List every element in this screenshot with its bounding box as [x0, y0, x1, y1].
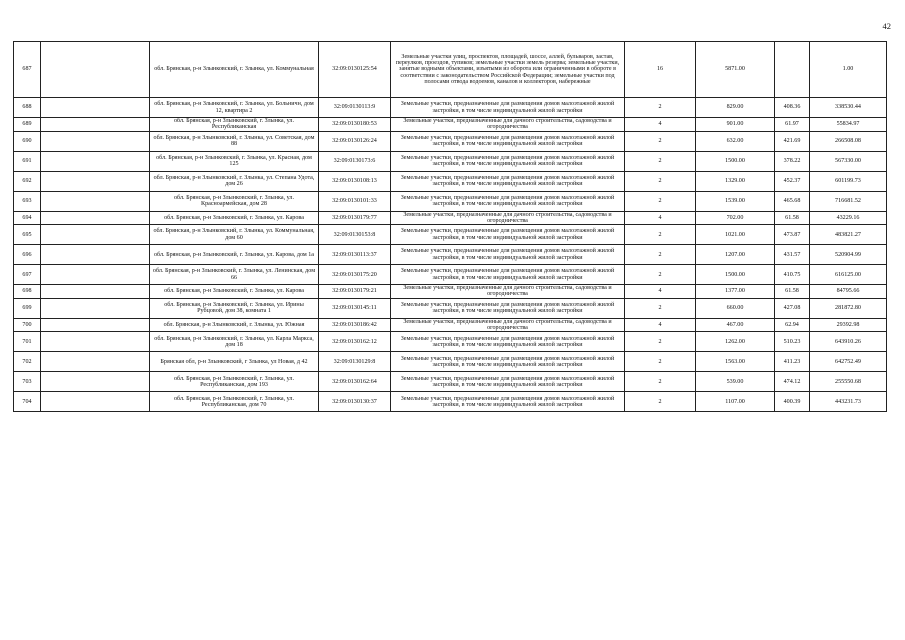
cell-address: обл. Брянская, р-н Злынковский, г. Злынка, ул. Красная, дом 125 [150, 151, 319, 171]
cell-address: обл. Брянская, р-н Злынковский, г. Злынка, ул. Республиканская [150, 118, 319, 132]
table-row [14, 151, 887, 171]
cell-address: обл. Брянская, р-н Злынковский, г. Злынка, ул. Красноармейская, дом 28 [150, 191, 319, 211]
cell-no: 689 [14, 118, 41, 132]
cell-area: 1377.00 [696, 285, 775, 299]
cell-land-type: Земельные участки, предназначенные для дачного строительства, садоводства и огородничества [391, 118, 625, 132]
cell-cadastral: 32:09:0130108:13 [319, 171, 391, 191]
cell-land-type: Земельные участки, предназначенные для размещения домов малоэтажной жилой застройки, в том числе индивидуальной жилой застройки [391, 98, 625, 118]
cell-cadastral: 32:09:0130180:53 [319, 118, 391, 132]
cell-value: 616125.00 [810, 265, 887, 285]
cell-empty [41, 392, 150, 412]
cell-value: 55834.97 [810, 118, 887, 132]
cell-empty [41, 131, 150, 151]
cell-specific: 473.87 [775, 225, 810, 245]
cell-cadastral: 32:09:0130113:9 [319, 98, 391, 118]
cell-area: 660.00 [696, 298, 775, 318]
table-row [14, 118, 887, 132]
cell-area: 901.00 [696, 118, 775, 132]
cell-specific: 400.39 [775, 392, 810, 412]
cell-empty [41, 42, 150, 98]
cell-group: 4 [625, 318, 696, 332]
cell-address: обл. Брянская, р-н Злынковский, г. Злынка, ул. Карова [150, 211, 319, 225]
cell-land-type: Земельные участки, предназначенные для размещения домов малоэтажной жилой застройки, в том числе индивидуальной жилой застройки [391, 372, 625, 392]
cell-land-type: Земельные участки, предназначенные для размещения домов малоэтажной жилой застройки, в том числе индивидуальной жилой застройки [391, 131, 625, 151]
cell-cadastral: 32:09:0130162:64 [319, 372, 391, 392]
table-row [14, 42, 887, 98]
table-row [14, 131, 887, 151]
cell-cadastral: 32:09:0130175:20 [319, 265, 391, 285]
cell-no: 696 [14, 245, 41, 265]
cell-cadastral: 32:09:0130186:42 [319, 318, 391, 332]
cell-land-type: Земельные участки, предназначенные для размещения домов малоэтажной жилой застройки, в том числе индивидуальной жилой застройки [391, 332, 625, 352]
cell-address: обл. Брянская, р-н Злынковский, г. Злынка, ул. Советская, дом 88 [150, 131, 319, 151]
cell-value: 716681.52 [810, 191, 887, 211]
cell-area: 1207.00 [696, 245, 775, 265]
cell-specific: 408.36 [775, 98, 810, 118]
cell-area: 467.00 [696, 318, 775, 332]
page-number: 42 [882, 21, 891, 31]
cell-area: 1021.00 [696, 225, 775, 245]
cell-empty [41, 171, 150, 191]
table-row [14, 372, 887, 392]
table-row [14, 245, 887, 265]
cell-address: обл. Брянская, р-н Злынковский, г. Злынка, ул. Карова [150, 285, 319, 299]
cell-group: 4 [625, 211, 696, 225]
cell-specific: 61.58 [775, 285, 810, 299]
cell-group: 16 [625, 42, 696, 98]
cell-cadastral: 32:09:0130179:77 [319, 211, 391, 225]
cell-value: 443231.73 [810, 392, 887, 412]
cell-empty [41, 118, 150, 132]
cell-empty [41, 98, 150, 118]
cell-specific [775, 42, 810, 98]
cell-value: 567330.00 [810, 151, 887, 171]
table-row [14, 98, 887, 118]
cell-cadastral: 32:09:0130113:37 [319, 245, 391, 265]
cell-land-type: Земельные участки, предназначенные для размещения домов малоэтажной жилой застройки, в том числе индивидуальной жилой застройки [391, 265, 625, 285]
cell-specific: 427.08 [775, 298, 810, 318]
cell-cadastral: 32:09:0130153:8 [319, 225, 391, 245]
cell-cadastral: 32:09:0130130:37 [319, 392, 391, 412]
cell-specific: 61.58 [775, 211, 810, 225]
cell-area: 1563.00 [696, 352, 775, 372]
cell-land-type: Земельные участки, предназначенные для размещения домов малоэтажной жилой застройки, в том числе индивидуальной жилой застройки [391, 245, 625, 265]
cell-no: 704 [14, 392, 41, 412]
cell-address: обл. Брянская, р-н Злынковский, г. Злынка, ул. Южная [150, 318, 319, 332]
cell-value: 1.00 [810, 42, 887, 98]
cell-address: обл. Брянская, р-н Злынковский, г. Злынка, ул. Карова, дом 1а [150, 245, 319, 265]
cell-cadastral: 32:09:0130101:33 [319, 191, 391, 211]
cell-specific: 465.68 [775, 191, 810, 211]
cell-land-type: Земельные участки, предназначенные для размещения домов малоэтажной жилой застройки, в том числе индивидуальной жилой застройки [391, 151, 625, 171]
cell-land-type: Земельные участки, предназначенные для дачного строительства, садоводства и огородничества [391, 285, 625, 299]
table-row [14, 191, 887, 211]
cell-group: 2 [625, 98, 696, 118]
table-row [14, 298, 887, 318]
cell-no: 692 [14, 171, 41, 191]
table-row [14, 225, 887, 245]
cell-address: обл. Брянская, р-н Злынковский, г. Злынка, ул. Больничн, дом 12, квартира 2 [150, 98, 319, 118]
cell-group: 2 [625, 191, 696, 211]
cell-land-type: Земельные участки, предназначенные для размещения домов малоэтажной жилой застройки, в том числе индивидуальной жилой застройки [391, 352, 625, 372]
cell-no: 701 [14, 332, 41, 352]
cell-specific: 421.69 [775, 131, 810, 151]
cell-land-type: Земельные участки, предназначенные для размещения домов малоэтажной жилой застройки, в том числе индивидуальной жилой застройки [391, 392, 625, 412]
cell-group: 2 [625, 225, 696, 245]
cell-empty [41, 211, 150, 225]
cell-group: 2 [625, 332, 696, 352]
cell-no: 694 [14, 211, 41, 225]
cell-address: обл. Брянская, р-н Злынковский, г. Злынка, ул. Степана Удота, дом 26 [150, 171, 319, 191]
cell-land-type: Земельные участки, предназначенные для размещения домов малоэтажной жилой застройки, в том числе индивидуальной жилой застройки [391, 171, 625, 191]
cell-land-type: Земельные участки, предназначенные для размещения домов малоэтажной жилой застройки, в том числе индивидуальной жилой застройки [391, 225, 625, 245]
cell-address: обл. Брянская, р-н Злынковский, г. Злынка, ул. Карла Маркса, дом 18 [150, 332, 319, 352]
cell-specific: 510.23 [775, 332, 810, 352]
cell-group: 2 [625, 392, 696, 412]
cell-specific: 474.12 [775, 372, 810, 392]
cell-empty [41, 285, 150, 299]
cell-land-type: Земельные участки, предназначенные для дачного строительства, садоводства и огородничества [391, 318, 625, 332]
cell-cadastral: 32:09:0130173:6 [319, 151, 391, 171]
cell-empty [41, 332, 150, 352]
cell-address: обл. Брянская, р-н Злынковский, г. Злынка, ул. Республиканская, дом 193 [150, 372, 319, 392]
cell-cadastral: 32:09:0130126:24 [319, 131, 391, 151]
cell-value: 84795.66 [810, 285, 887, 299]
cell-land-type: Земельные участки, предназначенные для дачного строительства, садоводства и огородничества [391, 211, 625, 225]
table-row [14, 318, 887, 332]
cell-specific: 431.57 [775, 245, 810, 265]
cell-cadastral: 32:09:0130145:11 [319, 298, 391, 318]
cell-specific: 411.23 [775, 352, 810, 372]
cell-area: 1500.00 [696, 151, 775, 171]
cell-value: 643910.26 [810, 332, 887, 352]
table-body [14, 42, 887, 412]
cell-land-type: Земельные участки, предназначенные для размещения домов малоэтажной жилой застройки, в том числе индивидуальной жилой застройки [391, 298, 625, 318]
table-row [14, 332, 887, 352]
cell-group: 2 [625, 151, 696, 171]
cell-area: 1262.00 [696, 332, 775, 352]
table-row [14, 392, 887, 412]
cell-address: Брянская обл, р-н Злынковский, г Злынка, ул Новая, д 42 [150, 352, 319, 372]
cell-no: 690 [14, 131, 41, 151]
cell-no: 699 [14, 298, 41, 318]
cell-no: 695 [14, 225, 41, 245]
cell-group: 4 [625, 285, 696, 299]
cell-land-type: Земельные участки, предназначенные для размещения домов малоэтажной жилой застройки, в том числе индивидуальной жилой застройки [391, 191, 625, 211]
cell-empty [41, 352, 150, 372]
cell-empty [41, 151, 150, 171]
cell-group: 2 [625, 171, 696, 191]
cell-group: 2 [625, 372, 696, 392]
cell-value: 281872.80 [810, 298, 887, 318]
cell-area: 1107.00 [696, 392, 775, 412]
cell-address: обл. Брянская, р-н Злынковский, г. Злынка, ул. Коммунальная, дом 60 [150, 225, 319, 245]
cell-empty [41, 265, 150, 285]
cell-value: 266508.08 [810, 131, 887, 151]
cell-area: 829.00 [696, 98, 775, 118]
cell-no: 688 [14, 98, 41, 118]
cell-group: 2 [625, 298, 696, 318]
land-register-table [13, 41, 887, 412]
cell-address: обл. Брянская, р-н Злынковский, г. Злынка, ул. Республиканская, дом 70 [150, 392, 319, 412]
table-row [14, 352, 887, 372]
cell-no: 691 [14, 151, 41, 171]
cell-value: 255550.68 [810, 372, 887, 392]
cell-no: 697 [14, 265, 41, 285]
cell-empty [41, 245, 150, 265]
cell-area: 1539.00 [696, 191, 775, 211]
table-row [14, 211, 887, 225]
cell-no: 703 [14, 372, 41, 392]
cell-address: обл. Брянская, р-н Злынковский, г. Злынка, ул. Ирины Рубцовой, дом 38, комната 1 [150, 298, 319, 318]
cell-value: 29392.98 [810, 318, 887, 332]
cell-empty [41, 372, 150, 392]
cell-address: обл. Брянская, р-н Злынковский, г. Злынка, ул. Коммунальная [150, 42, 319, 98]
cell-no: 698 [14, 285, 41, 299]
cell-specific: 410.75 [775, 265, 810, 285]
cell-empty [41, 191, 150, 211]
cell-land-type: Земельные участки улиц, проспектов, площадей, шоссе, аллей, бульваров, застав, переулков, проездов, тупиков; земельные участки земель резерва; земельные участки, занятые водными объектами, изъятыми из оборота или ограниченными в обороте в соответствии с законодательством Российской Федерации; земельные участки под полосами отвода водоемов, каналов и коллекторов, набережные [391, 42, 625, 98]
cell-value: 483821.27 [810, 225, 887, 245]
cell-cadastral: 32:09:0130162:12 [319, 332, 391, 352]
cell-value: 601199.73 [810, 171, 887, 191]
cell-value: 520904.99 [810, 245, 887, 265]
cell-group: 2 [625, 245, 696, 265]
cell-empty [41, 318, 150, 332]
cell-value: 338530.44 [810, 98, 887, 118]
cell-value: 43229.16 [810, 211, 887, 225]
cell-cadastral: 32:09:0130125:54 [319, 42, 391, 98]
cell-area: 539.00 [696, 372, 775, 392]
cell-empty [41, 225, 150, 245]
table-row [14, 171, 887, 191]
cell-group: 2 [625, 265, 696, 285]
cell-area: 5871.00 [696, 42, 775, 98]
cell-address: обл. Брянская, р-н Злынковский, г. Злынка, ул. Ленинская, дом 66 [150, 265, 319, 285]
cell-group: 2 [625, 131, 696, 151]
cell-area: 1329.00 [696, 171, 775, 191]
table-row [14, 265, 887, 285]
cell-no: 693 [14, 191, 41, 211]
cell-specific: 452.37 [775, 171, 810, 191]
cell-specific: 62.94 [775, 318, 810, 332]
cell-area: 1500.00 [696, 265, 775, 285]
cell-value: 642752.49 [810, 352, 887, 372]
cell-area: 702.00 [696, 211, 775, 225]
cell-no: 700 [14, 318, 41, 332]
cell-cadastral: 32:09:0130129:8 [319, 352, 391, 372]
cell-cadastral: 32:09:0130179:21 [319, 285, 391, 299]
cell-area: 632.00 [696, 131, 775, 151]
table-row [14, 285, 887, 299]
cell-empty [41, 298, 150, 318]
cell-group: 2 [625, 352, 696, 372]
cell-group: 4 [625, 118, 696, 132]
cell-no: 702 [14, 352, 41, 372]
cell-specific: 61.97 [775, 118, 810, 132]
cell-specific: 378.22 [775, 151, 810, 171]
cell-no: 687 [14, 42, 41, 98]
